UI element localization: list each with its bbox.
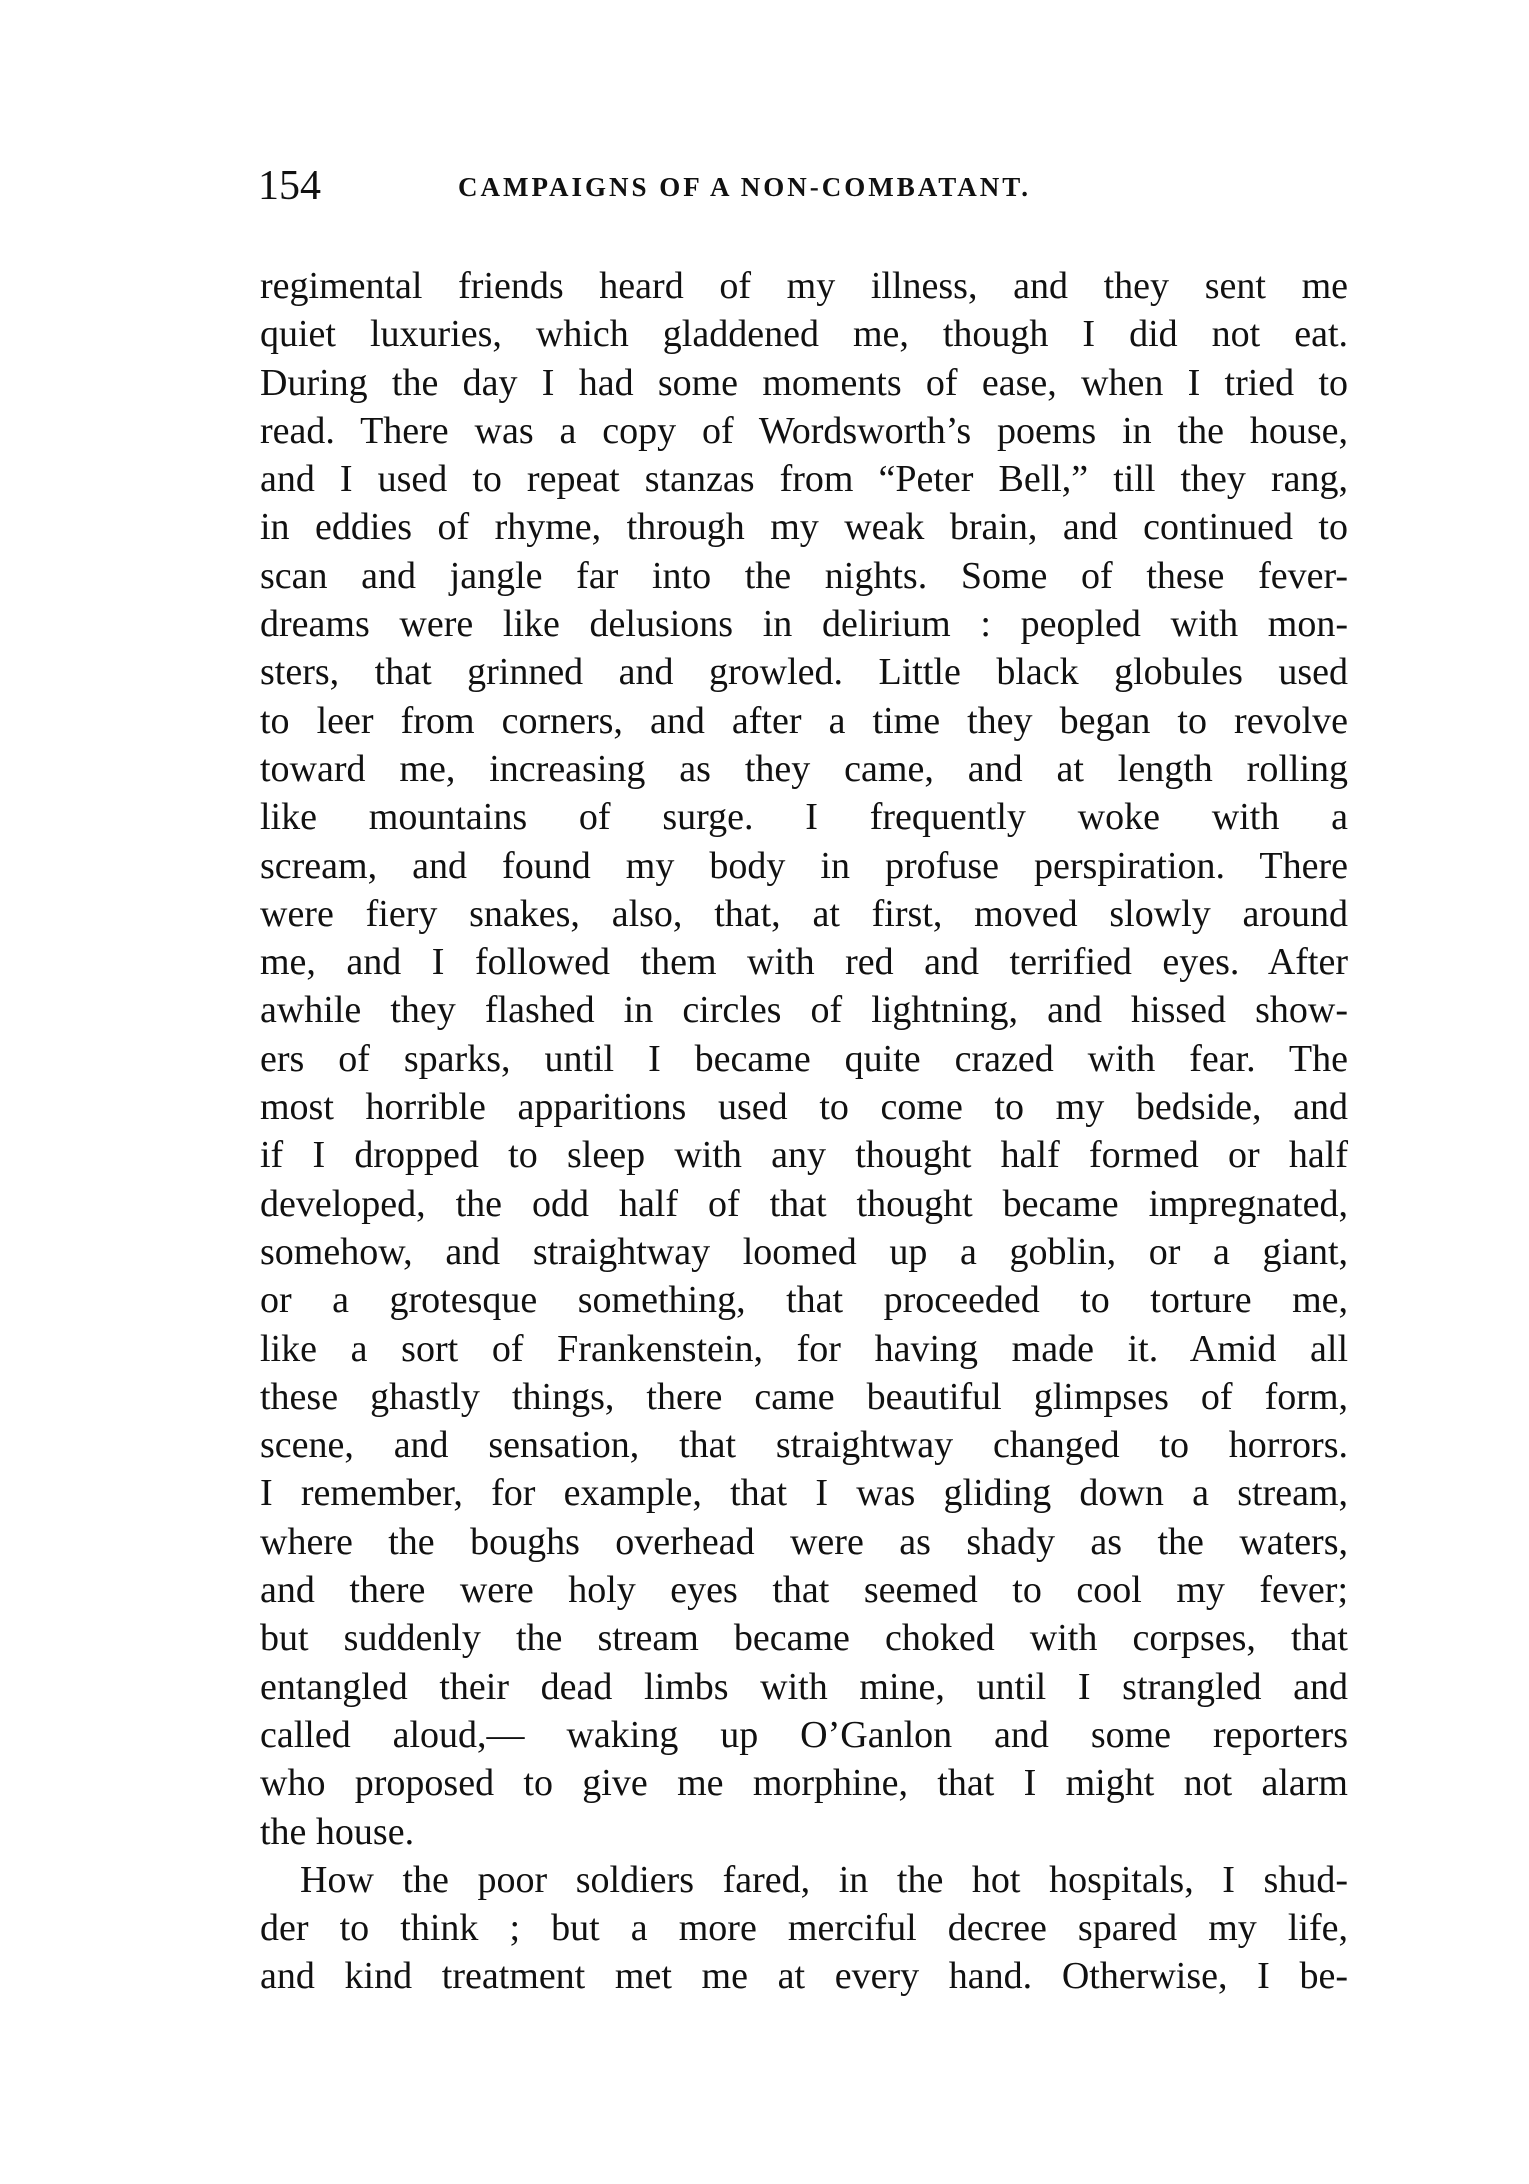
text-line: the house. (260, 1810, 415, 1853)
text-line: and there were holy eyes that seemed to cool my fever; (260, 1569, 1348, 1612)
text-line: I remember, for example, that I was gliding down a stream, (260, 1472, 1348, 1515)
text-line: somehow, and straightway loomed up a goblin, or a giant, (260, 1230, 1348, 1273)
text-line: der to think ; but a more merciful decree spared my life, (260, 1907, 1348, 1950)
text-line: regimental friends heard of my illness, and they sent me (260, 265, 1348, 307)
text-line: where the boughs overhead were as shady as the waters, (260, 1520, 1348, 1563)
text-line: read. There was a copy of Wordsworth’s poems in the house, (260, 409, 1348, 452)
page-number: 154 (258, 163, 321, 209)
running-head: CAMPAIGNS OF A NON-COMBATANT. (458, 172, 1031, 202)
text-line: awhile they flashed in circles of lightning, and hissed show- (260, 989, 1348, 1032)
text-line: scan and jangle far into the nights. Some of these fever- (260, 554, 1348, 597)
text-line: quiet luxuries, which gladdened me, though I did not eat. (260, 313, 1348, 356)
text-line: to leer from corners, and after a time they began to revolve (260, 699, 1348, 742)
text-line: dreams were like delusions in delirium : peopled with mon- (260, 603, 1348, 646)
text-line: and I used to repeat stanzas from “Peter Bell,” till they rang, (260, 458, 1348, 501)
text-line: if I dropped to sleep with any thought half formed or half (260, 1134, 1348, 1177)
text-line: in eddies of rhyme, through my weak brain, and continued to (260, 506, 1348, 549)
text-line: these ghastly things, there came beautiful glimpses of form, (260, 1375, 1348, 1418)
text-line: or a grotesque something, that proceeded to torture me, (260, 1279, 1348, 1322)
text-line: were fiery snakes, also, that, at first, moved slowly around (260, 892, 1348, 935)
text-line: who proposed to give me morphine, that I might not alarm (260, 1762, 1348, 1805)
text-line: me, and I followed them with red and terrified eyes. After (260, 941, 1348, 984)
page-body (260, 262, 1348, 2001)
page-header (258, 162, 1358, 212)
text-line: ers of sparks, until I became quite crazed with fear. The (260, 1037, 1348, 1080)
text-line: toward me, increasing as they came, and at length rolling (260, 747, 1348, 790)
text-line: called aloud,— waking up O’Ganlon and some reporters (260, 1713, 1348, 1756)
text-line: but suddenly the stream became choked with corpses, that (260, 1617, 1348, 1660)
text-line: developed, the odd half of that thought became impregnated, (260, 1182, 1348, 1225)
text-line: like mountains of surge. I frequently woke with a (260, 796, 1348, 839)
text-line: How the poor soldiers fared, in the hot hospitals, I shud- (300, 1858, 1348, 1901)
text-line: most horrible apparitions used to come to my bedside, and (260, 1086, 1348, 1129)
text-line: like a sort of Frankenstein, for having made it. Amid all (260, 1327, 1348, 1370)
text-line: and kind treatment met me at every hand. Otherwise, I be- (260, 1955, 1348, 1998)
text-line: During the day I had some moments of ease, when I tried to (260, 361, 1348, 404)
text-line: entangled their dead limbs with mine, until I strangled and (260, 1665, 1348, 1708)
text-line: scene, and sensation, that straightway changed to horrors. (260, 1424, 1348, 1467)
text-line: sters, that grinned and growled. Little black globules used (260, 651, 1348, 694)
text-line: scream, and found my body in profuse perspiration. There (260, 844, 1348, 887)
